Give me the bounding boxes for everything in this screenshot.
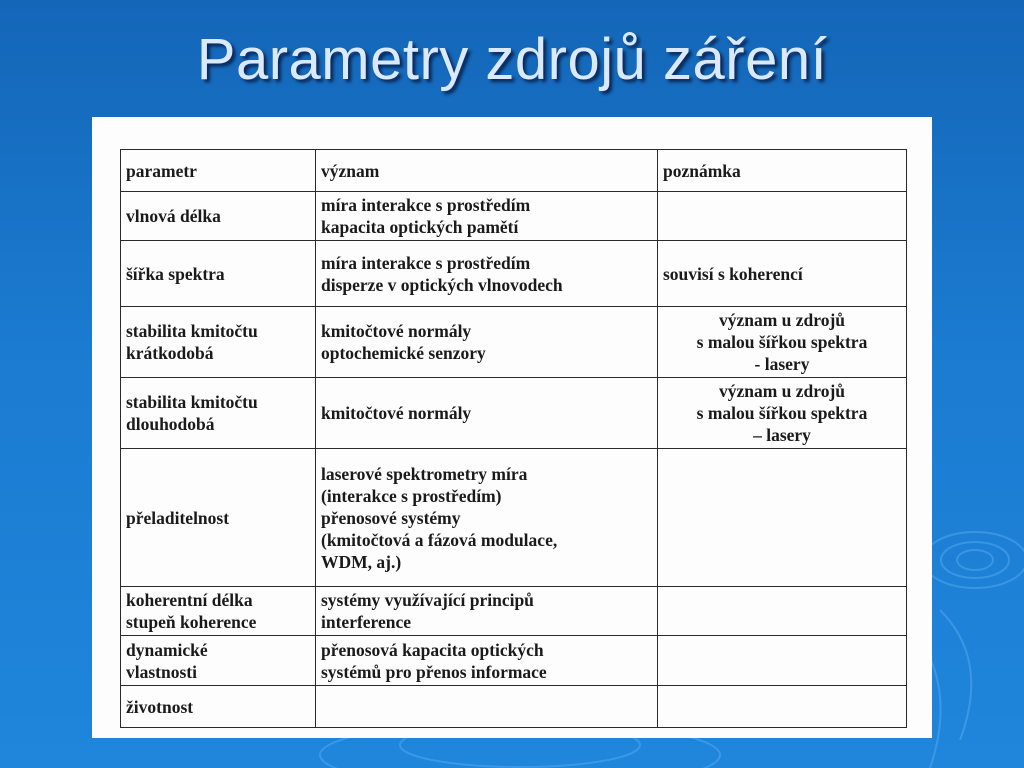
cell-vyznam [316,192,658,241]
cell-line: laserové spektrometry míra [321,463,528,484]
cell-line: – lasery [753,425,811,445]
cell-line: stabilita kmitočtu [126,392,258,412]
cell-line: systémy využívající principů [321,590,534,610]
cell-vyznam [316,636,658,686]
cell-line: přenosová kapacita optických [321,639,544,660]
cell-parametr [121,587,316,636]
header-vyznam: význam [316,150,658,192]
cell-line: - lasery [754,354,810,374]
cell-poznamka [658,192,907,241]
cell-line: (interakce s prostředím) [321,485,502,506]
cell-line: kmitočtové normály [321,321,472,341]
cell-vyznam [316,587,658,636]
cell-line: disperze v optických vlnovodech [321,274,563,295]
cell-line: systémů pro přenos informace [321,661,547,682]
cell-line: přeladitelnost [126,507,230,528]
cell-parametr [121,449,316,587]
cell-line: s malou šířkou spektra [696,403,868,423]
table-row [121,587,907,636]
cell-line: význam u zdrojů [718,381,846,401]
cell-line: souvisí s koherencí [663,263,803,284]
cell-line: stupeň koherence [126,612,257,632]
table-row [121,192,907,241]
cell-poznamka [658,378,907,449]
cell-line: kmitočtové normály [321,403,472,423]
cell-parametr [121,378,316,449]
table-row [121,636,907,686]
cell-parametr [121,686,316,728]
cell-line: stabilita kmitočtu [126,321,258,341]
cell-line: význam u zdrojů [718,310,846,330]
cell-line: přenosové systémy [321,507,461,528]
cell-line: koherentní délka [126,590,253,610]
table-row [121,449,907,587]
cell-line: (kmitočtová a fázová modulace, [321,529,558,550]
cell-vyznam [316,686,658,728]
table-row [121,241,907,307]
slide-title: Parametry zdrojů záření [196,27,828,92]
scanned-table-image [92,117,932,738]
parameters-table [120,149,907,728]
header-poznamka: poznámka [658,150,907,192]
cell-parametr [121,192,316,241]
header-parametr: parametr [121,150,316,192]
cell-parametr [121,636,316,686]
cell-line: míra interakce s prostředím [321,195,531,215]
cell-line: kapacita optických pamětí [321,217,519,237]
cell-line: vlnová délka [126,206,221,226]
cell-parametr [121,241,316,307]
cell-vyznam [316,449,658,587]
table-row [121,378,907,449]
cell-parametr [121,307,316,378]
cell-line: dynamické [126,639,208,660]
cell-line: životnost [126,696,194,717]
cell-poznamka [658,307,907,378]
table-row [121,686,907,728]
cell-line: míra interakce s prostředím [321,252,531,273]
cell-poznamka [658,241,907,307]
cell-line: vlastnosti [126,661,197,682]
cell-poznamka [658,686,907,728]
cell-vyznam [316,241,658,307]
cell-vyznam [316,307,658,378]
cell-line: s malou šířkou spektra [696,332,868,352]
cell-poznamka [658,636,907,686]
table-row [121,307,907,378]
cell-line: dlouhodobá [126,414,215,434]
cell-poznamka [658,449,907,587]
cell-line: WDM, aj.) [321,551,402,572]
cell-line: krátkodobá [126,343,214,363]
table-header-row [121,150,907,192]
cell-poznamka [658,587,907,636]
cell-line: interference [321,612,412,632]
cell-vyznam [316,378,658,449]
cell-line: šířka spektra [126,263,225,284]
cell-line: optochemické senzory [321,343,486,363]
